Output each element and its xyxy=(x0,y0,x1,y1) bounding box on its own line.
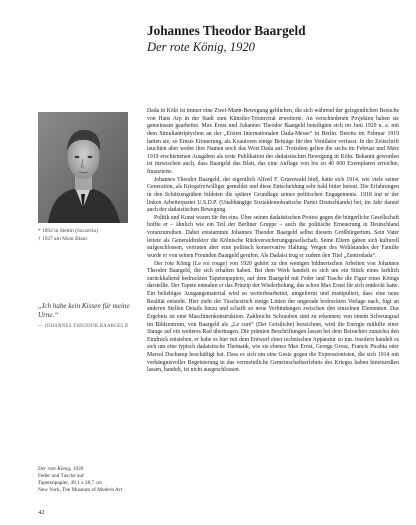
title-block xyxy=(147,22,397,55)
body-paragraph: Der rote König (Le roi rouge) von 1920 gehört zu den wenigen bildnerischen Arbeiten von Johannes Theodor Baargeld, die sich erhalten haben. Bei dem Werk handelt es sich um ein Stück eines farblich zurückhaltend bedruckten Tapetenpapiers, auf dem Baargeld mit Feder und Tusche die Figur eines Königs darstellte. Der Tapete entnahm er das Prinzip der Wiederholung, das schon Max Ernst für sich entdeckt hatte. Ein beliebiges Ausgangsmaterial wird so weiterbearbeitet, umgeformt und manipuliert, dass eine neue Realität entsteht. Hier zieht der Tuschestrich einige Linien der ungerade bedruckten Vorlage nach, fügt an anderen Stellen Details hinzu und schafft so neue Verbindungen zwischen den einzelnen Elementen. Das Ergebnis ist eine Maschinenkonstruktion. Zahlreiche Schrauben sind zu erkennen; von einem Schwungrad im Bildzentrum, von Baargeld als „Le curé“ (Der Geistliche) bezeichnet, wird die Energie mithilfe einer Stange auf ein weiteres Rad übertragen. Die prämien Beschriftungen lassen bei dem Betrachter zunächst den Eindruck entstehen, er habe es hier mit dem Entwurf einer technischen Apparatur zu tun. Insofern handelt es sich um eine typisch dadaistische Thematik, wie sie ebenso Max Ernst, George Grosz, Francis Picabia oder Marcel Duchamp beschäftigt hat. Dass es sich um eine Geste gegen die Expressionisten, die sich 1914 mit verhängnisvoller Begeisterung in das vermeintliche Gemeinschaftserlebnis des Krieges haben hineinreißen lassen, handelt, ist nicht ausgeschlossen. xyxy=(147,260,399,374)
quote-attribution: — JOHANNES THEODOR BAARGELD xyxy=(38,324,129,329)
page-number: 42 xyxy=(38,509,45,516)
birth-line: * 1892 in Stettin (Szczecin) xyxy=(38,228,98,234)
article-body xyxy=(147,108,399,375)
body-paragraph: Politik und Kunst waren für ihn eins. Über seinen dadaistischen Protest gegen die bürgerliche Gesellschaft hoffte er – ähnlich wie ein Teil der Berliner Gruppe – auch die politische Erneuerung in Deutschland voranzutreiben. Dabei entstammte Johannes Theodor Baargeld selbst diesem Großbürgertum. Sein Vater leitete als Generaldirektor die Kölnische Rückversicherungsgesellschaft. Seine Eltern gaben sich kulturell aufgeschlossen, vertraten aber eine politisch konservative Haltung. Wegen des Wohlstandes der Familie wurde er von seinen Freunden Baargeld gerufen. Als Dadaist trug er zudem den Titel „Zentrodada“. xyxy=(147,214,400,259)
figure-dimensions: Tapetenpapier, 49,1 x 38,7 cm xyxy=(38,479,102,486)
artist-quote xyxy=(38,302,138,331)
page-subtitle: Der rote König, 1920 xyxy=(147,40,255,54)
portrait-photo xyxy=(38,112,128,223)
portrait-image xyxy=(38,112,128,223)
figure-collection: New York, The Museum of Modern Art xyxy=(38,486,123,493)
body-paragraph: Dada in Köln ist immer eine Zwei-Mann-Bewegung geblieben, die sich während der gelegentlichen Besuche von Hans Arp in der Stadt zum Künstler-Triumvirat erweiterte. An verschiedenen Projekten haben sie gemeinsam gearbeitet. Max Ernst und Johannes Theodor Baargeld beteiligten sich im Juni 1920 u. a. mit dem Simultantriptychon an der „Ersten Internationalen Dada-Messe“ in Berlin. Bereits im Februar 1919 hatten sie, so Ernsts Erinnerung, als Koautoren einige Beiträge für den Ventilator verfasst. In der Zeitschrift tauchten aber weder ihre Namen noch das Wort Dada auf. Trotzdem gelten die sechs im Februar und März 1919 erschienenen Ausgaben als erste Publikation der dadaistischen Bewegung in Köln. Bekannt geworden ist inzwischen auch, dass Baargeld das Blatt, das eine Auflage von bis zu 40 000 Exemplaren erreichte, finanzierte. xyxy=(147,108,399,175)
quote-text: „Ich habe kein Kissen für meine Urne.“ xyxy=(38,302,130,319)
figure-caption-title-line xyxy=(38,466,138,473)
death-line: † 1927 am Mont Blanc xyxy=(38,235,88,242)
body-paragraph: Johannes Theodor Baargeld, der eigentlich Alfred F. Gruenwald hieß, hatte sich 1914, wie viele seiner Generation, als Kriegsfreiwilliger gemeldet und diese Entscheidung sehr bald bitter bereut. Die Erfahrungen in den Schützengräben bildeten die spätere Grundlage seines politischen Engagements. 1918 trat er der linken Arbeiterpartei U.S.D.P. (Unabhängige Sozialdemokratische Partei Deutschlands) bei, im Jahr darauf auch der dadaistischen Bewegung. xyxy=(147,176,399,214)
figure-title: Der rote König xyxy=(38,466,71,472)
figure-medium: Feder und Tusche auf xyxy=(38,472,84,479)
page-title: Johannes Theodor Baargeld xyxy=(147,23,306,38)
figure-caption xyxy=(38,466,138,494)
photo-caption xyxy=(38,228,138,243)
figure-year: , 1920 xyxy=(70,466,84,472)
